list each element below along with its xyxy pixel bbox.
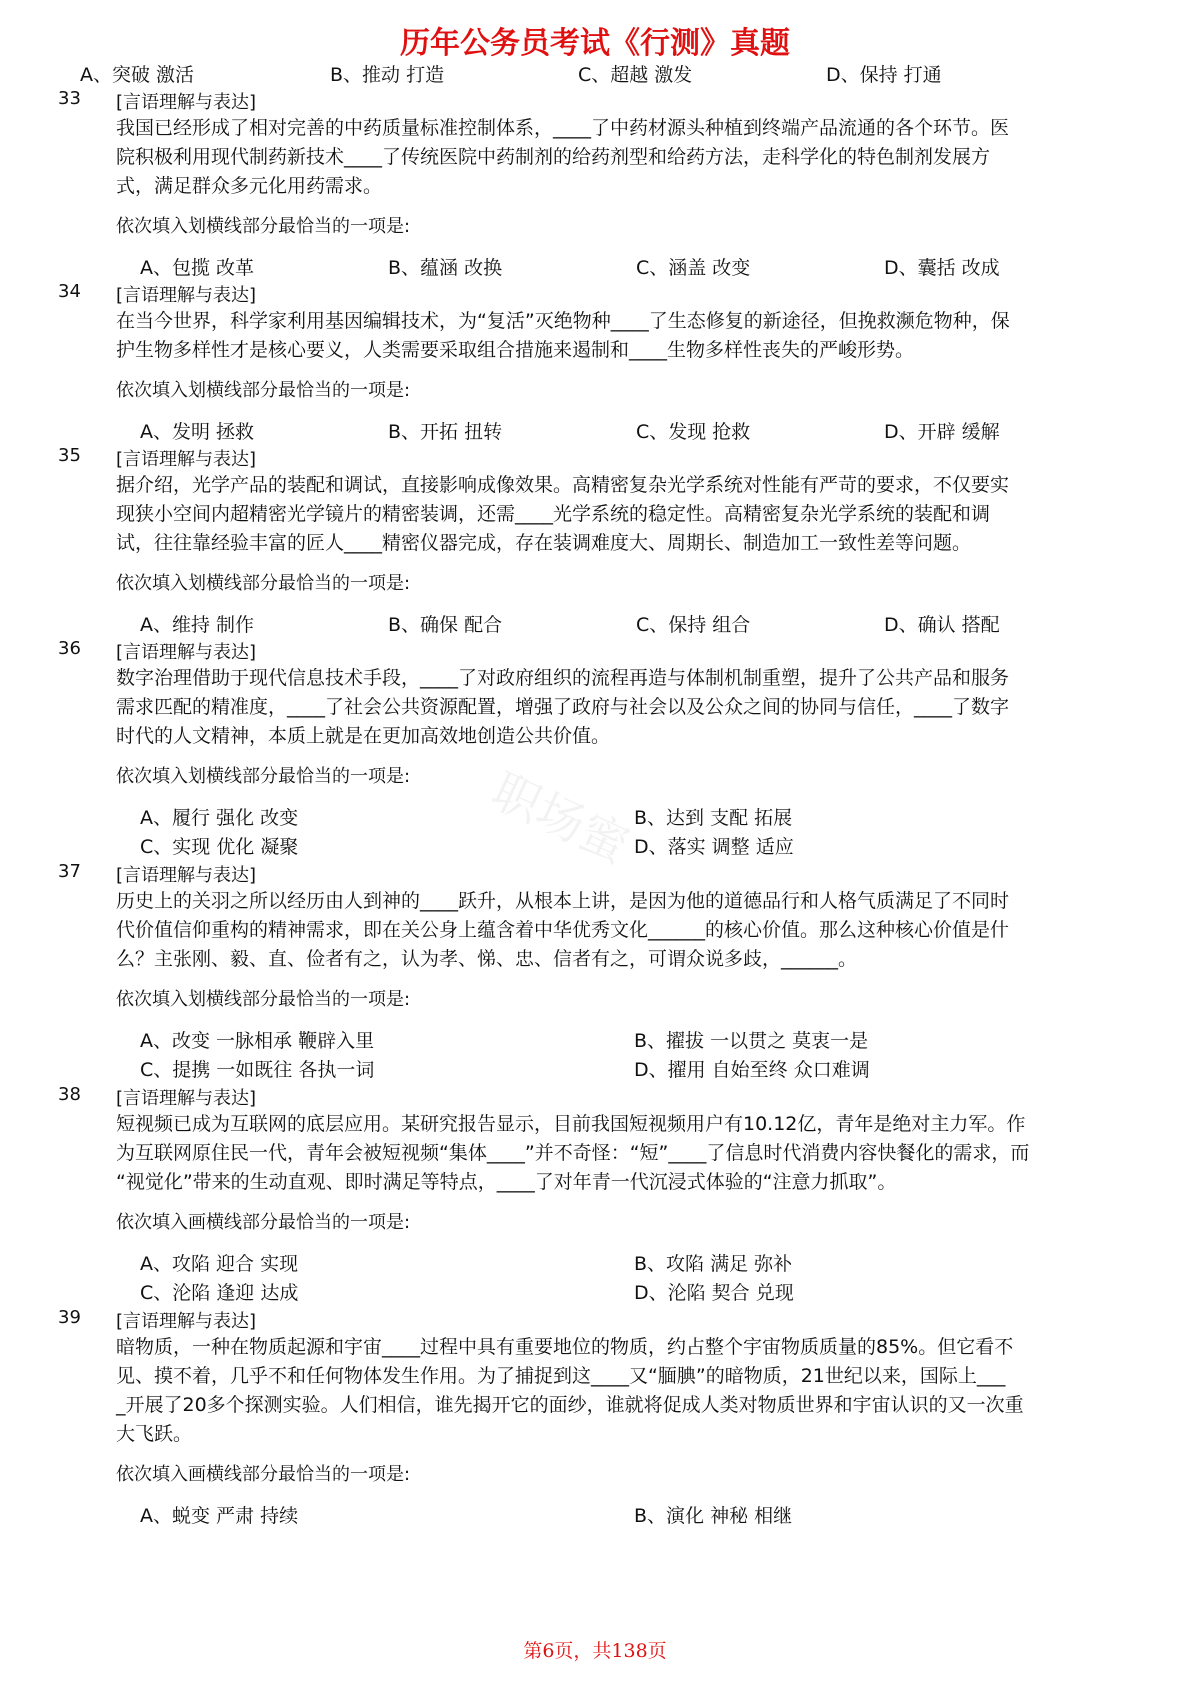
- question-text-line: 据介绍，光学产品的装配和调试，直接影响成像效果。高精密复杂光学系统对性能有严苛的要求，不仅要实: [116, 474, 1010, 496]
- question-category: [言语理解与表达]: [116, 449, 257, 470]
- option-b[interactable]: B、推动 打造: [330, 64, 445, 86]
- option-row: [0, 1247, 1190, 1276]
- question-prompt: 依次填入划横线部分最恰当的一项是:: [116, 216, 411, 237]
- question-text-line: 时代的人文精神，本质上就是在更加高效地创造公共价值。: [116, 725, 611, 747]
- option-row: [0, 251, 1190, 279]
- option-b[interactable]: B、擢拔 一以贯之 莫衷一是: [634, 1030, 869, 1052]
- question-text-line: 式，满足群众多元化用药需求。: [116, 175, 383, 197]
- question-text-line: 我国已经形成了相对完善的中药质量标准控制体系，____了中药材源头种植到终端产品流通的各个环节。医: [116, 117, 1010, 139]
- question-header: [0, 1305, 1190, 1333]
- watermark: 职场蜜: [483, 762, 638, 875]
- question-text: [116, 664, 1108, 751]
- question-header: [0, 279, 1190, 307]
- question-number: 33: [58, 88, 81, 109]
- question-text-line: 短视频已成为互联网的底层应用。某研究报告显示，目前我国短视频用户有10.12亿，青年是绝对主力军。作: [116, 1113, 1026, 1135]
- question-text-line: 需求匹配的精准度，____了社会公共资源配置，增强了政府与社会以及公众之间的协同与信任，____了数字: [116, 696, 1010, 718]
- question-text: [116, 887, 1108, 974]
- option-b[interactable]: B、开拓 扭转: [388, 421, 503, 443]
- option-b[interactable]: B、攻陷 满足 弥补: [634, 1253, 793, 1275]
- option-a[interactable]: A、攻陷 迎合 实现: [140, 1253, 299, 1275]
- option-a[interactable]: A、履行 强化 改变: [140, 807, 299, 829]
- question-text-line: 现狭小空间内超精密光学镜片的精密装调，还需____光学系统的稳定性。高精密复杂光学系统的装配和调: [116, 503, 991, 525]
- question-text: [116, 307, 1108, 365]
- question-list: [0, 86, 1190, 1528]
- option-b[interactable]: B、演化 神秘 相继: [634, 1505, 793, 1527]
- question-text: [116, 471, 1108, 558]
- question-category: [言语理解与表达]: [116, 865, 257, 886]
- option-c[interactable]: C、超越 激发: [578, 64, 693, 86]
- question-block: [0, 443, 1190, 636]
- option-b[interactable]: B、蕴涵 改换: [388, 257, 503, 279]
- question-header: [0, 86, 1190, 114]
- option-row: [0, 801, 1190, 830]
- question-block: [0, 1082, 1190, 1305]
- question-text-line: 在当今世界，科学家利用基因编辑技术，为“复活”灭绝物种____了生态修复的新途径，但挽救濒危物种，保: [116, 310, 1010, 332]
- option-c[interactable]: C、提携 一如既往 各执一词: [140, 1059, 375, 1081]
- question-text-line: 数字治理借助于现代信息技术手段，____了对政府组织的流程再造与体制机制重塑，提升了公共产品和服务: [116, 667, 1010, 689]
- option-c[interactable]: C、保持 组合: [636, 614, 751, 636]
- question-number: 34: [58, 281, 81, 302]
- question-block: [0, 636, 1190, 859]
- question-text: [116, 114, 1108, 201]
- option-a[interactable]: A、包揽 改革: [140, 257, 255, 279]
- question-text-line: 历史上的关羽之所以经历由人到神的____跃升，从根本上讲，是因为他的道德品行和人格气质满足了不同时: [116, 890, 1010, 912]
- question-header: [0, 859, 1190, 887]
- question-text-line: 护生物多样性才是核心要义，人类需要采取组合措施来遏制和____生物多样性丧失的严峻形势。: [116, 339, 915, 361]
- option-row: [0, 1499, 1190, 1528]
- option-a[interactable]: A、维持 制作: [140, 614, 255, 636]
- question-number: 39: [58, 1307, 81, 1328]
- question-block: [0, 86, 1190, 279]
- option-row: [0, 1276, 1190, 1305]
- option-a[interactable]: A、发明 拯救: [140, 421, 255, 443]
- previous-question-options: [0, 58, 1190, 86]
- question-prompt: 依次填入划横线部分最恰当的一项是:: [116, 989, 411, 1010]
- question-text: [116, 1110, 1108, 1197]
- option-d[interactable]: D、保持 打通: [826, 64, 942, 86]
- question-prompt: 依次填入画横线部分最恰当的一项是:: [116, 1212, 411, 1233]
- option-d[interactable]: D、确认 搭配: [884, 614, 1000, 636]
- question-prompt: 依次填入画横线部分最恰当的一项是:: [116, 1464, 411, 1485]
- question-category: [言语理解与表达]: [116, 92, 257, 113]
- question-block: [0, 1305, 1190, 1528]
- document-content: [0, 58, 1190, 1528]
- option-row: [0, 608, 1190, 636]
- option-row: [0, 1024, 1190, 1053]
- question-number: 35: [58, 445, 81, 466]
- question-prompt: 依次填入划横线部分最恰当的一项是:: [116, 573, 411, 594]
- question-text-line: _开展了20多个探测实验。人们相信，谁先揭开它的面纱，谁就将促成人类对物质世界和宇宙认识的又一次重: [116, 1394, 1024, 1416]
- question-header: [0, 1082, 1190, 1110]
- question-text-line: 见、摸不着，几乎不和任何物体发生作用。为了捕捉到这____又“腼腆”的暗物质，21世纪以来，国际上___: [116, 1365, 1006, 1387]
- question-category: [言语理解与表达]: [116, 285, 257, 306]
- option-d[interactable]: D、囊括 改成: [884, 257, 1000, 279]
- question-number: 37: [58, 861, 81, 882]
- option-a[interactable]: A、突破 激活: [80, 64, 195, 86]
- option-b[interactable]: B、达到 支配 拓展: [634, 807, 793, 829]
- question-text-line: 暗物质，一种在物质起源和宇宙____过程中具有重要地位的物质，约占整个宇宙物质质量的85%。但它看不: [116, 1336, 1014, 1358]
- option-d[interactable]: D、擢用 自始至终 众口难调: [634, 1059, 870, 1081]
- page-footer: 第6页，共138页: [523, 1640, 667, 1662]
- option-c[interactable]: C、涵盖 改变: [636, 257, 751, 279]
- option-row: [0, 1053, 1190, 1082]
- question-text: [116, 1333, 1108, 1449]
- question-text-line: 院积极利用现代制药新技术____了传统医院中药制剂的给药剂型和给药方法，走科学化的特色制剂发展方: [116, 146, 991, 168]
- option-b[interactable]: B、确保 配合: [388, 614, 503, 636]
- question-category: [言语理解与表达]: [116, 1088, 257, 1109]
- option-d[interactable]: D、开辟 缓解: [884, 421, 1000, 443]
- question-text-line: “视觉化”带来的生动直观、即时满足等特点，____了对年青一代沉浸式体验的“注意力抓取”。: [116, 1171, 897, 1193]
- option-c[interactable]: C、实现 优化 凝聚: [140, 836, 299, 858]
- question-category: [言语理解与表达]: [116, 642, 257, 663]
- option-row: [0, 415, 1190, 443]
- question-header: [0, 636, 1190, 664]
- option-d[interactable]: D、落实 调整 适应: [634, 836, 794, 858]
- question-category: [言语理解与表达]: [116, 1311, 257, 1332]
- question-text-line: 代价值信仰重构的精神需求，即在关公身上蕴含着中华优秀文化______的核心价值。那么这种核心价值是什: [116, 919, 1010, 941]
- option-row: [0, 830, 1190, 859]
- question-block: [0, 859, 1190, 1082]
- option-a[interactable]: A、蜕变 严肃 持续: [140, 1505, 299, 1527]
- page-title: 历年公务员考试《行测》真题: [400, 26, 790, 61]
- option-c[interactable]: C、发现 抢救: [636, 421, 751, 443]
- question-header: [0, 443, 1190, 471]
- question-block: [0, 279, 1190, 443]
- question-text-line: 么？主张刚、毅、直、俭者有之，认为孝、悌、忠、信者有之，可谓众说多歧，______。: [116, 948, 858, 970]
- question-text-line: 大飞跃。: [116, 1423, 193, 1445]
- question-text-line: 试，往往靠经验丰富的匠人____精密仪器完成，存在装调难度大、周期长、制造加工一致性差等问题。: [116, 532, 972, 554]
- option-a[interactable]: A、改变 一脉相承 鞭辟入里: [140, 1030, 375, 1052]
- question-number: 36: [58, 638, 81, 659]
- question-prompt: 依次填入划横线部分最恰当的一项是:: [116, 380, 411, 401]
- option-c[interactable]: C、沦陷 逢迎 达成: [140, 1282, 299, 1304]
- question-prompt: 依次填入划横线部分最恰当的一项是:: [116, 766, 411, 787]
- option-d[interactable]: D、沦陷 契合 兑现: [634, 1282, 794, 1304]
- question-number: 38: [58, 1084, 81, 1105]
- question-text-line: 为互联网原住民一代，青年会被短视频“集体____”并不奇怪：“短”____了信息时代消费内容快餐化的需求，而: [116, 1142, 1030, 1164]
